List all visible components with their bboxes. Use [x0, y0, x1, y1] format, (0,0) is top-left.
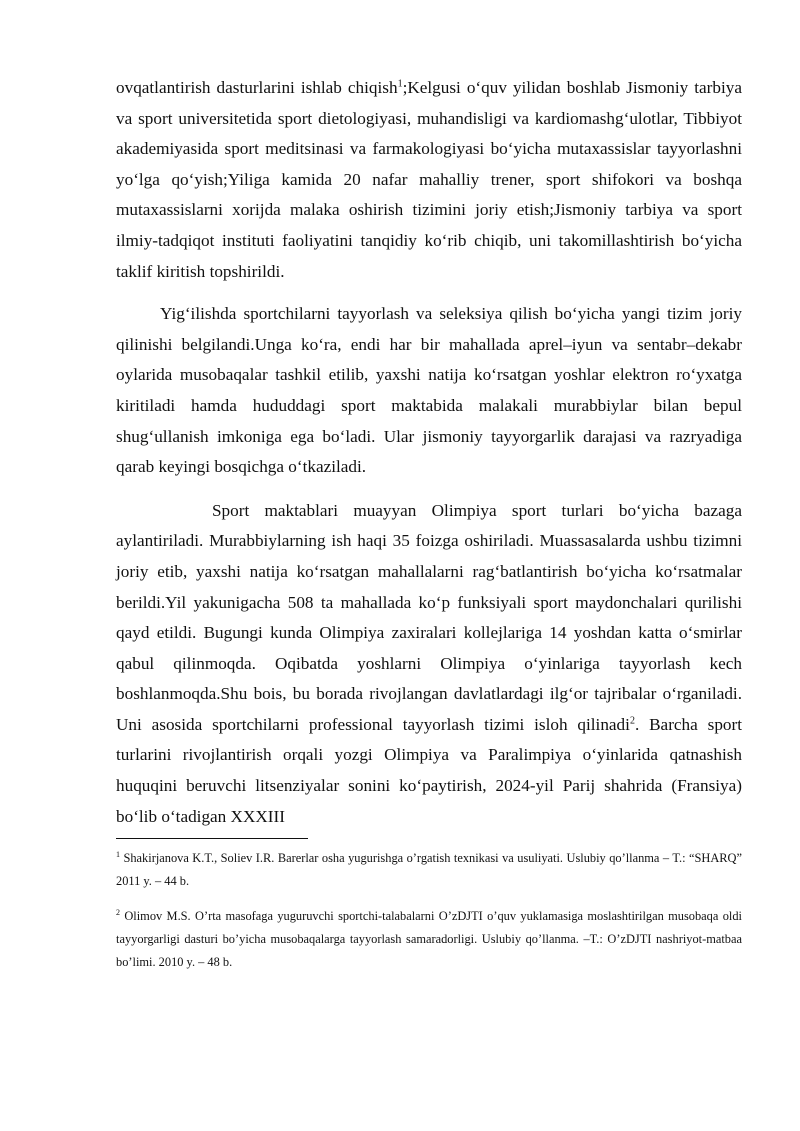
paragraph-1-text-start: ovqatlantirish dasturlarini ishlab chiqish: [116, 78, 398, 97]
paragraph-1-text-end: ;Kelgusi o‘quv yilidan boshlab Jismoniy tarbiya va sport universitetida sport dietologiyasi, muhandisligi va kardiomashg‘ulotlar, Tibbiyot akademiyasida sport meditsinasi va farmakologiyasi bo‘yicha mutaxassislar tayyorlashni yo‘lga qo‘yish;Yiliga kamida 20 nafar mahalliy trener, sport shifokori va boshqa mutaxassislarni xorijda malaka oshirish tizimini joriy etish;Jismoniy tarbiya va sport ilmiy-tadqiqot instituti faoliyatini tanqidiy ko‘rib chiqib, uni takomillashtirish bo‘yicha taklif kiritish topshirildi.: [116, 78, 743, 281]
footnote-2-text: Olimov M.S. O’rta masofaga yuguruvchi sportchi-talabalarni O’zDJTI o’quv yuklamasiga moslashtirilgan musobaqa oldi tayyorgarligi dasturi bo’yicha musobaqalarga tayyorlash samaradorligi. Uslubiy qo’llanma. –T.: O’zDJTI nashriyot-matbaa bo’limi. 2010 y. – 48 b.: [116, 909, 742, 970]
document-page: [116, 73, 742, 974]
footnote-2: [116, 905, 742, 974]
footnote-separator: [116, 838, 308, 839]
footnote-1-text: Shakirjanova K.T., Soliev I.R. Barerlar osha yugurishga o’rgatish texnikasi va usuliyati. Uslubiy qo’llanma – T.: “SHARQ” 2011 y. – 44 b.: [116, 851, 742, 889]
footnote-reference-2[interactable]: 2: [629, 715, 635, 727]
paragraph-3-text-start: Sport maktablari muayyan Olimpiya sport turlari bo‘yicha bazaga aylantiriladi. Murabbiylarning ish haqi 35 foizga oshiriladi. Muassasalarda ushbu tizimni joriy etib, yaxshi natija ko‘rsatgan mahallalarni rag‘batlantirish bo‘yicha ko‘rsatmalar berildi.Yil yakunigacha 508 ta mahallada ko‘p funksiyali sport maydonchalari qurilishi qayd etildi. Bugungi kunda Olimpiya zaxiralari kollejlariga 14 yoshdan katta o‘smirlar qabul qilinmoqda. Oqibatda yoshlarni Olimpiya o‘yinlariga tayyorlash kech boshlanmoqda.Shu bois, bu borada rivojlangan davlatlardagi ilg‘or tajribalar o‘rganiladi. Uni asosida sportchilarni professional tayyorlash tizimi isloh qilinadi: [116, 500, 742, 734]
footnote-reference-1[interactable]: 1: [397, 78, 403, 90]
footnote-2-marker: 2: [116, 908, 120, 918]
footnote-1: [116, 847, 742, 893]
footnote-1-marker: 1: [116, 850, 120, 860]
paragraph-3-text-end: . Barcha sport turlarini rivojlantirish orqali yozgi Olimpiya va Paralimpiya o‘yinlarida qatnashish huquqini beruvchi litsenziyalar sonini ko‘paytirish, 2024-yil Parij shahrida (Fransiya) bo‘lib o‘tadigan XXXIII: [116, 714, 743, 826]
body-paragraph-2: Yig‘ilishda sportchilarni tayyorlash va seleksiya qilish bo‘yicha yangi tizim joriy qilinishi belgilandi.Unga ko‘ra, endi har bir mahallada aprel–iyun va sentabr–dekabr oylarida musobaqalar tashkil etilib, yaxshi natija ko‘rsatgan yoshlar elektron ro‘yxatga kiritiladi hamda hududdagi sport maktabida malakali murabbiylar bilan bepul shug‘ullanish imkoniga ega bo‘ladi. Ular jismoniy tayyorgarlik darajasi va razryadiga qarab keyingi bosqichga o‘tkaziladi.: [116, 304, 742, 477]
body-paragraph-1: [116, 73, 742, 287]
body-paragraph-3: [116, 496, 742, 833]
